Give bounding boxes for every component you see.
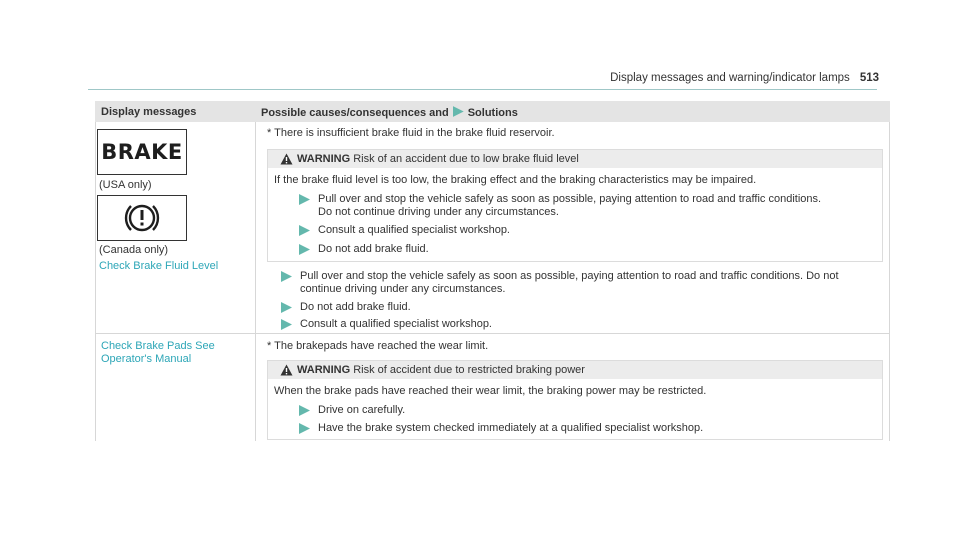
solution-arrow-icon [281, 271, 292, 282]
solution-1-line1: Pull over and stop the vehicle safely as soon as possible, paying attention to road and traffic conditions. Do not [300, 270, 839, 282]
solution-1-line2: continue driving under any circumstances. [300, 283, 506, 295]
warning-triangle-icon [280, 153, 293, 165]
solution-3: Consult a qualified specialist workshop. [300, 318, 492, 330]
warning-text [297, 364, 585, 377]
warning-body: If the brake fluid level is too low, the braking effect and the braking characteristics may be impaired. [274, 174, 757, 186]
col-header-solutions: Solutions [467, 107, 518, 119]
message-check-brake-pads-line1: Check Brake Pads See [101, 340, 215, 352]
warning-step-2: Consult a qualified specialist workshop. [318, 224, 510, 236]
cause-insufficient-fluid: * There is insufficient brake fluid in the brake fluid reservoir. [267, 127, 555, 139]
warning-step-1-line1: Pull over and stop the vehicle safely as soon as possible, paying attention to road and traffic conditions. [318, 193, 822, 205]
table-column-divider [255, 122, 256, 441]
row-divider [95, 333, 890, 334]
solution-arrow-icon [281, 302, 292, 313]
step-arrow-icon [299, 194, 310, 205]
message-check-brake-pads-line2: Operator's Manual [101, 353, 192, 365]
brake-warning-icon: BRAKE [97, 129, 187, 175]
warning-body: When the brake pads have reached their wear limit, the braking power may be restricted. [274, 385, 707, 397]
warning-box-pads [267, 360, 883, 440]
step-arrow-icon [299, 244, 310, 255]
warning-title: WARNING [297, 153, 351, 165]
warning-title: WARNING [297, 364, 351, 376]
brake-circle-exclamation-icon [97, 195, 187, 241]
warning-step-1: Drive on carefully. [318, 404, 406, 416]
warning-box-fluid [267, 149, 883, 262]
cause-brake-pads-wear: * The brakepads have reached the wear limit. [267, 340, 489, 352]
table-header [95, 101, 890, 122]
col-header-causes: Possible causes/consequences and [261, 107, 449, 119]
arrow-icon [453, 106, 464, 117]
running-title: Display messages and warning/indicator lamps [610, 72, 850, 84]
display-messages-table [95, 101, 890, 441]
step-arrow-icon [299, 225, 310, 236]
table-border-right [889, 122, 890, 441]
step-arrow-icon [299, 405, 310, 416]
header-rule [88, 89, 877, 90]
col-header-display-messages: Display messages [101, 106, 197, 118]
solution-arrow-icon [281, 319, 292, 330]
warning-subtitle: Risk of accident due to restricted braking power [353, 364, 585, 376]
solution-2: Do not add brake fluid. [300, 301, 411, 313]
warning-triangle-icon [280, 364, 293, 376]
step-arrow-icon [299, 423, 310, 434]
warning-step-1-line2: Do not continue driving under any circumstances. [318, 206, 559, 218]
warning-step-3: Do not add brake fluid. [318, 243, 429, 255]
label-usa-only: (USA only) [99, 179, 152, 191]
warning-text [297, 153, 579, 166]
running-header [610, 72, 879, 84]
warning-step-2: Have the brake system checked immediately at a qualified specialist workshop. [318, 422, 704, 434]
message-check-brake-fluid: Check Brake Fluid Level [99, 260, 219, 272]
warning-subtitle: Risk of an accident due to low brake fluid level [353, 153, 579, 165]
label-canada-only: (Canada only) [99, 244, 169, 256]
col-header-causes-solutions [261, 106, 518, 119]
page-number: 513 [859, 72, 879, 84]
table-border-left [95, 122, 96, 441]
